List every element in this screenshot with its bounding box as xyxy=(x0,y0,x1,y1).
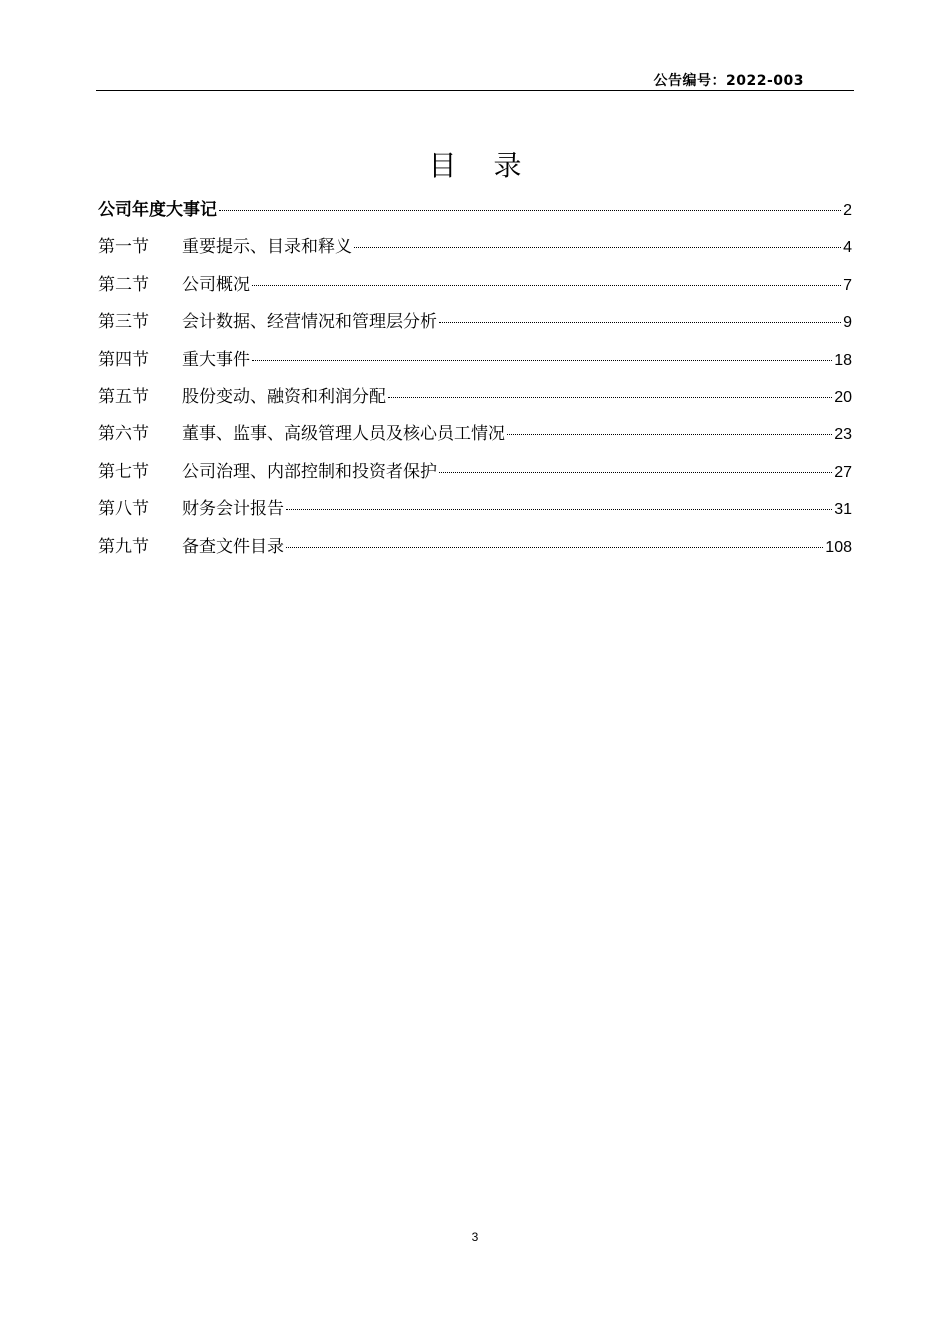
toc-entry-section-1[interactable] xyxy=(98,232,852,269)
toc-section-number: 第四节 xyxy=(98,349,149,370)
toc-entry-section-5[interactable] xyxy=(98,382,852,419)
announcement-number: 公告编号：2022-003 xyxy=(653,73,804,89)
toc-entry-section-2[interactable] xyxy=(98,270,852,307)
page-number: 3 xyxy=(471,1230,479,1244)
toc-section-number: 第六节 xyxy=(98,424,149,445)
toc-entry-page: 18 xyxy=(834,351,852,369)
dot-leader xyxy=(439,472,832,473)
dot-leader xyxy=(286,547,823,548)
dot-leader xyxy=(252,360,832,361)
toc-entry-page: 23 xyxy=(834,426,852,444)
toc-section-number: 第三节 xyxy=(98,312,149,333)
page-header xyxy=(96,62,854,91)
toc-entry-page: 7 xyxy=(843,276,852,294)
toc-entry-section-7[interactable] xyxy=(98,457,852,494)
toc-entry-label: 公司年度大事记 xyxy=(98,200,217,220)
toc-entry-section-9[interactable] xyxy=(98,532,852,569)
toc-entry-label: 重要提示、目录和释义 xyxy=(182,237,352,258)
toc-entry-section-3[interactable] xyxy=(98,307,852,344)
toc-entry-label: 股份变动、融资和利润分配 xyxy=(182,386,386,407)
toc-entry-label: 备查文件目录 xyxy=(182,536,284,557)
toc-entry-label: 会计数据、经营情况和管理层分析 xyxy=(182,312,437,333)
toc-entry-page: 4 xyxy=(843,239,852,257)
toc-entry-label: 重大事件 xyxy=(182,349,250,370)
dot-leader xyxy=(252,285,841,286)
toc-section-number: 第七节 xyxy=(98,461,149,482)
toc-entry-section-4[interactable] xyxy=(98,345,852,382)
dot-leader xyxy=(507,434,832,435)
toc-entry-page: 9 xyxy=(843,314,852,332)
toc-entry-page: 31 xyxy=(834,501,852,519)
toc-section-number: 第二节 xyxy=(98,274,149,295)
toc-entry-page: 2 xyxy=(843,202,852,219)
toc-entry-page: 108 xyxy=(825,538,852,556)
toc-entry-page: 27 xyxy=(834,463,852,481)
toc-entry-page: 20 xyxy=(834,388,852,406)
page-title: 目 录 xyxy=(428,149,536,182)
dot-leader xyxy=(439,322,841,323)
toc-entry-label: 财务会计报告 xyxy=(182,499,284,520)
dot-leader xyxy=(354,247,841,248)
toc-entry-section-6[interactable] xyxy=(98,419,852,456)
toc-section-number: 第八节 xyxy=(98,499,149,520)
toc-section-number: 第一节 xyxy=(98,237,149,258)
table-of-contents xyxy=(98,195,852,569)
toc-entry-label: 公司概况 xyxy=(182,274,250,295)
dot-leader xyxy=(219,210,841,211)
toc-section-number: 第九节 xyxy=(98,536,149,557)
toc-section-number: 第五节 xyxy=(98,386,149,407)
toc-entry-label: 董事、监事、高级管理人员及核心员工情况 xyxy=(182,424,505,445)
dot-leader xyxy=(286,509,832,510)
toc-entry-section-8[interactable] xyxy=(98,494,852,531)
dot-leader xyxy=(388,397,832,398)
toc-entry-annual-events[interactable] xyxy=(98,195,852,232)
toc-entry-label: 公司治理、内部控制和投资者保护 xyxy=(182,461,437,482)
